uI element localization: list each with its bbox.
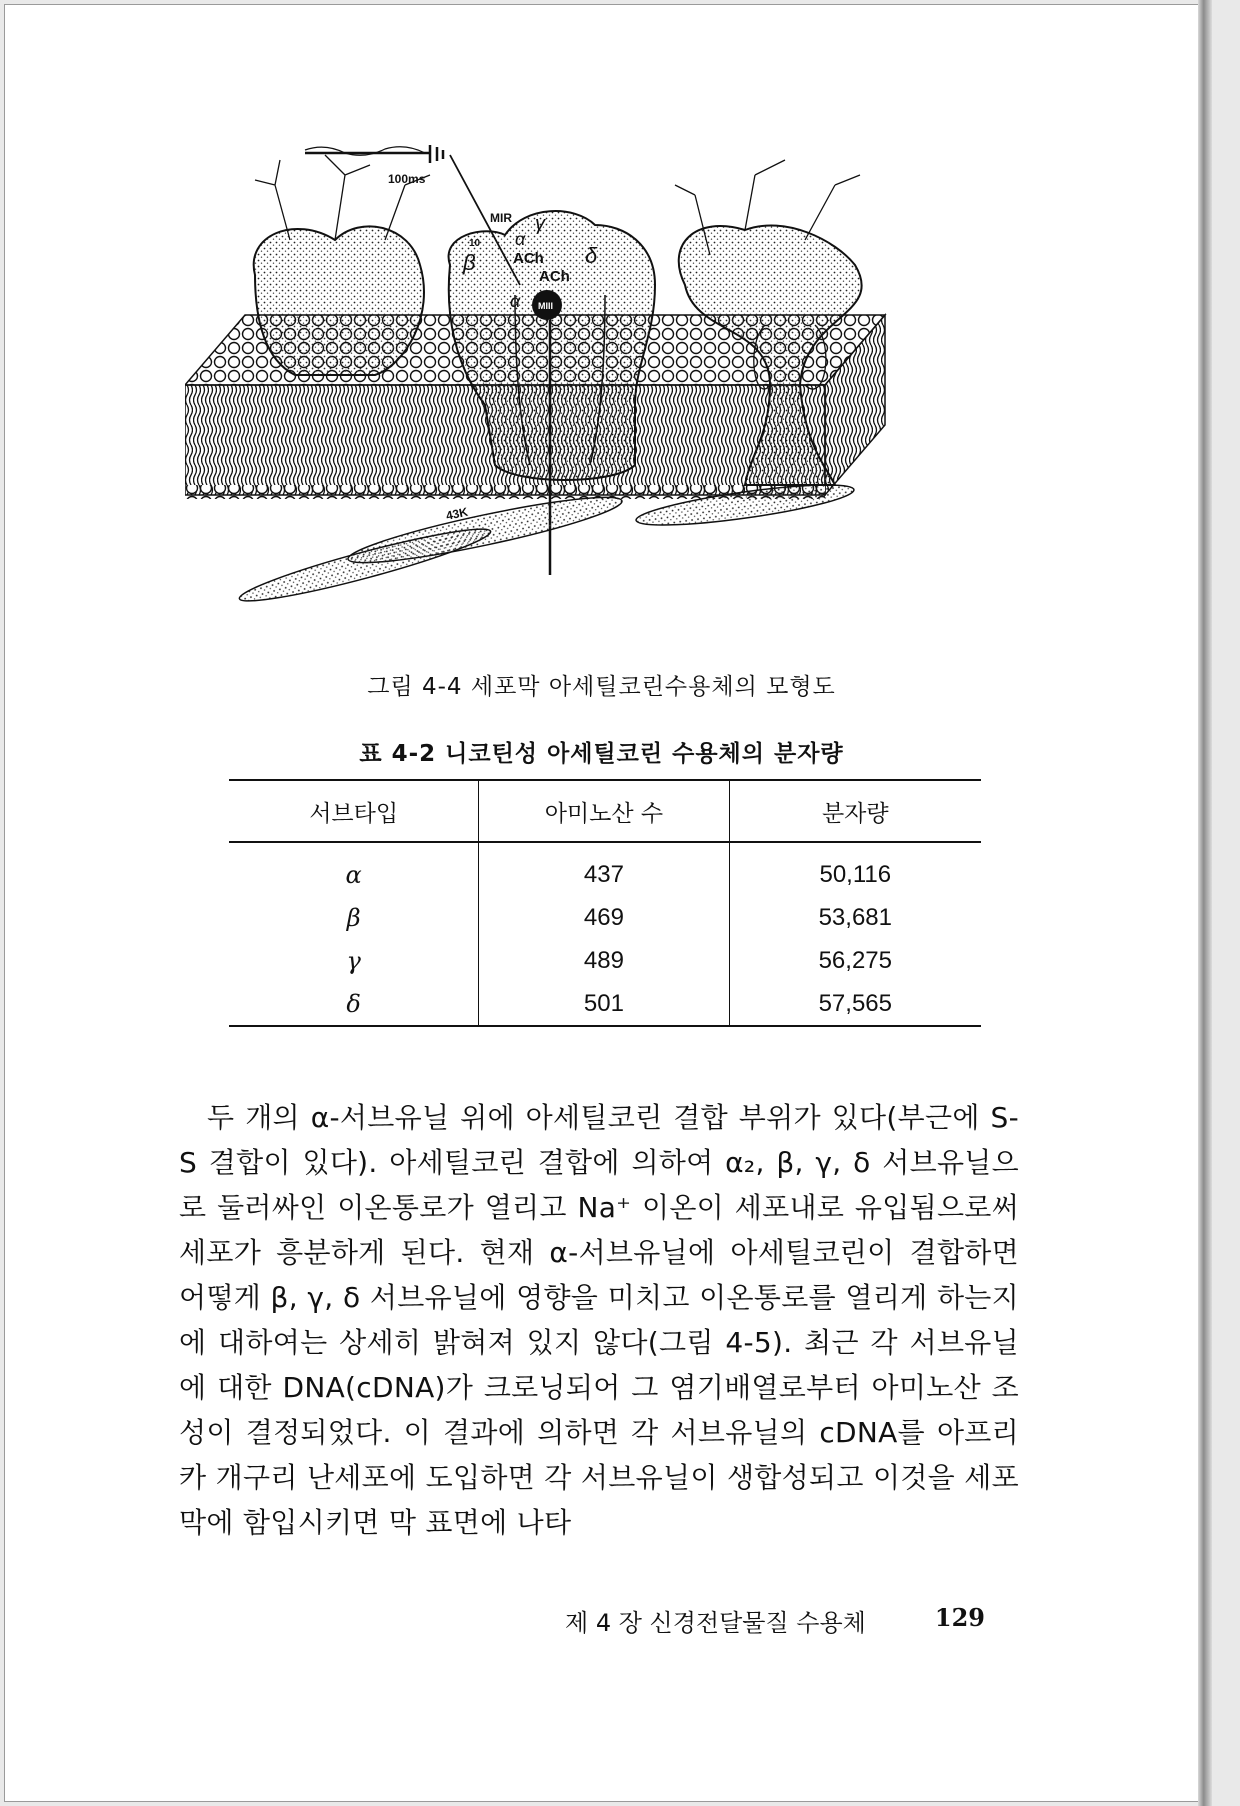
label-gamma: γ: [535, 213, 545, 235]
cell-molecular-weight: 50,116: [819, 860, 892, 888]
cell-amino-acids: 437: [479, 842, 729, 896]
chapter-title: 제 4 장 신경전달물질 수용체: [565, 1609, 866, 1637]
table-row: [229, 842, 981, 896]
page-footer: [565, 1603, 985, 1643]
label-43k: 43K: [444, 504, 470, 523]
cell-molecular-weight: 56,275: [818, 946, 892, 974]
receptor-figure: [185, 145, 1055, 655]
cell-subtype: β: [229, 896, 479, 939]
cell-molecular-weight: 53,681: [818, 903, 892, 931]
label-ach-1: ACh: [513, 250, 544, 267]
table-row: [229, 896, 981, 939]
header-subtype: 서브타입: [229, 780, 479, 842]
cell-molecular-weight: 57,565: [729, 982, 981, 1026]
cell-subtype: α: [229, 842, 479, 896]
label-ach-2: ACh: [539, 268, 570, 285]
label-delta: δ: [585, 243, 598, 268]
receptor-diagram: [185, 145, 1055, 655]
cell-subtype: γ: [229, 939, 479, 982]
book-page: [4, 4, 1199, 1802]
label-10: 10: [469, 238, 481, 249]
left-protein: [254, 155, 430, 375]
figure-caption: 그림 4-4 세포막 아세틸코린수용체의 모형도: [367, 674, 836, 700]
cell-amino-acids: 501: [479, 982, 729, 1026]
label-100ms: 100ms: [388, 172, 426, 186]
table-row: [229, 982, 981, 1026]
molecular-weight-table: [229, 779, 981, 1027]
page-edge: [1198, 0, 1212, 1806]
cell-amino-acids: 469: [479, 896, 729, 939]
cell-amino-acids: 489: [479, 939, 729, 982]
table-header-row: [229, 780, 981, 842]
table-row: [229, 939, 981, 982]
label-beta: β: [463, 250, 476, 275]
page-number: 129: [934, 1603, 985, 1632]
cell-subtype: δ: [229, 982, 479, 1026]
label-alpha: α: [510, 291, 521, 311]
label-alpha-top: α: [515, 229, 526, 249]
header-amino-acids: 아미노산 수: [479, 780, 729, 842]
header-molecular-weight: 분자량: [729, 780, 981, 842]
table-caption: 표 4-2 니코틴성 아세틸코린 수용체의 분자량: [359, 741, 844, 767]
label-mii: MIII: [538, 301, 553, 311]
label-mir: MIR: [490, 211, 512, 225]
body-paragraph: 두 개의 α-서브유닐 위에 아세틸코린 결합 부위가 있다(부근에 S-S 결합이 있다). 아세틸코린 결합에 의하여 α₂, β, γ, δ 서브유닐으로 둘러싸인 이온통로가 열리고 Na⁺ 이온이 세포내로 유입됨으로써 세포가 흥분하게 된다. 현재 α-서브유닐에 아세틸코린이 결합하면 어떻게 β, γ, δ 서브유닐에 영향을 미치고 이온통로를 열리게 하는지에 대하여는 상세히 밝혀져 있지 않다(그림 4-5). 최근 각 서브유닐에 대한 DNA(cDNA)가 크로닝되어 그 염기배열로부터 아미노산 조성이 결정되었다. 이 결과에 의하면 각 서브유닐의 cDNA를 아프리카 개구리 난세포에 도입하면 각 서브유닐이 생합성되고 이것을 세포막에 함입시키면 막 표면에 나타: [179, 1101, 1019, 1539]
